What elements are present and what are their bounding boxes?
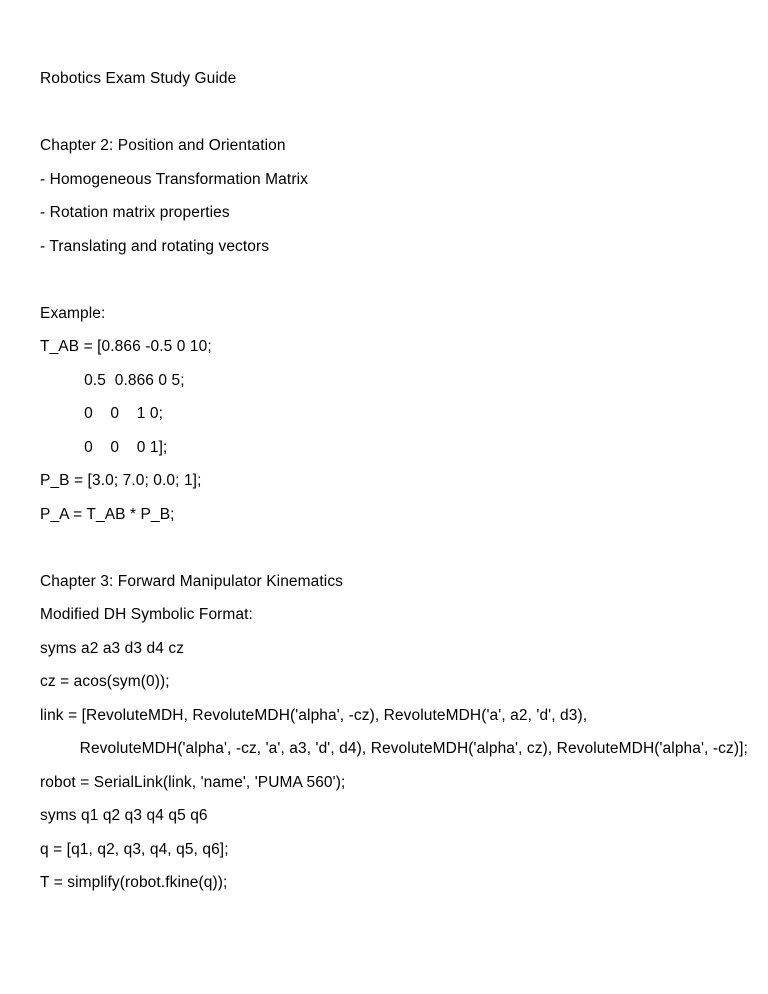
code-line: 0.5 0.866 0 5; (40, 371, 185, 389)
bullet-item: - Rotation matrix properties (40, 204, 230, 221)
code-line: P_B = [3.0; 7.0; 0.0; 1]; (40, 472, 202, 489)
code-line: cz = acos(sym(0)); (40, 673, 170, 690)
code-line: syms a2 a3 d3 d4 cz (40, 639, 185, 657)
code-line: P_A = T_AB * P_B; (40, 505, 175, 523)
code-line: 0 0 0 1]; (40, 438, 168, 456)
code-line: link = [RevoluteMDH, RevoluteMDH('alpha', -cz), RevoluteMDH('a', a2, 'd', d3), (40, 706, 588, 724)
chapter-2-heading: Chapter 2: Position and Orientation (40, 137, 286, 154)
code-line: RevoluteMDH('alpha', -cz, 'a', a3, 'd', d4), RevoluteMDH('alpha', cz), RevoluteMDH('alpha', -cz)]; (40, 740, 748, 757)
code-line: q = [q1, q2, q3, q4, q5, q6]; (40, 840, 229, 858)
bullet-item: - Homogeneous Transformation Matrix (40, 170, 308, 188)
subsection-label: Modified DH Symbolic Format: (40, 606, 253, 623)
code-line: robot = SerialLink(link, 'name', 'PUMA 560'); (40, 773, 346, 791)
code-line: syms q1 q2 q3 q4 q5 q6 (40, 807, 208, 824)
example-label: Example: (40, 304, 106, 322)
document-title: Robotics Exam Study Guide (40, 70, 237, 87)
blank-line (40, 531, 740, 565)
code-line: T = simplify(robot.fkine(q)); (40, 874, 228, 891)
code-line: T_AB = [0.866 -0.5 0 10; (40, 338, 212, 355)
code-line: 0 0 1 0; (40, 405, 164, 422)
bullet-item: - Translating and rotating vectors (40, 237, 270, 255)
blank-line (40, 263, 740, 297)
chapter-3-heading: Chapter 3: Forward Manipulator Kinematics (40, 572, 344, 590)
blank-line (40, 96, 740, 130)
